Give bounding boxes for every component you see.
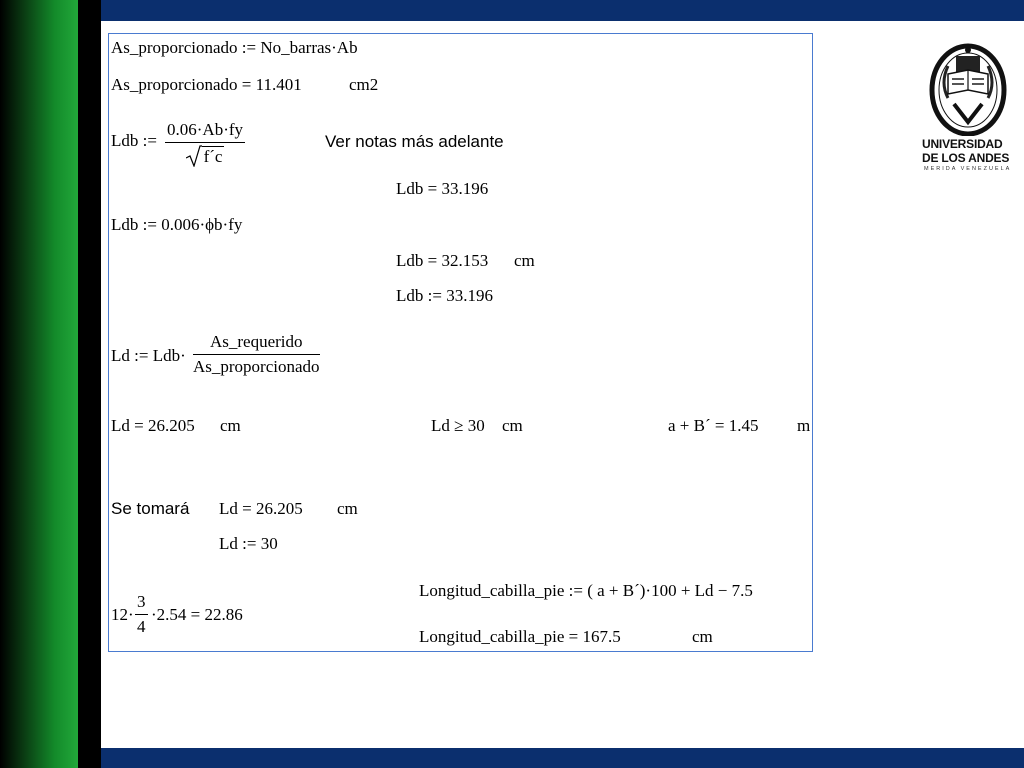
- calc-numerator: 3: [137, 592, 146, 611]
- ld-denominator: As_proporcionado: [193, 357, 320, 376]
- ldb-assign: Ldb := 33.196: [396, 286, 493, 305]
- top-blue-band: [101, 0, 1024, 21]
- longitud-cabilla-definition: Longitud_cabilla_pie := ( a + B´)·100 + Ld − 7.5: [419, 581, 753, 600]
- ldb-formula-2: Ldb := 0.006·ϕb·fy: [111, 215, 243, 234]
- calc-fraction: [135, 592, 148, 637]
- worksheet-frame: [108, 33, 813, 652]
- fraction-line: [193, 354, 320, 355]
- ldb-numerator: 0.06·Ab·fy: [167, 120, 244, 139]
- ldb-denominator: f´c: [186, 145, 225, 167]
- a-b-result: a + B´ = 1.45: [668, 416, 759, 435]
- left-green-bar: [0, 0, 78, 768]
- university-seal-icon: [918, 38, 1018, 136]
- logo-name-line-2: DE LOS ANDES: [922, 151, 1010, 165]
- fraction-line: [165, 142, 245, 143]
- as-proporcionado-unit: cm2: [349, 75, 379, 94]
- ld-min-condition: Ld ≥ 30: [431, 416, 485, 435]
- ld-min-unit: cm: [502, 416, 523, 435]
- a-b-unit: m: [797, 416, 811, 435]
- calc-denominator: 4: [137, 617, 146, 636]
- ldb-note: Ver notas más adelante: [325, 132, 504, 151]
- fraction-line: [135, 614, 148, 615]
- as-proporcionado-definition: As_proporcionado := No_barras·Ab: [111, 38, 358, 57]
- logo-location: MERIDA VENEZUELA: [924, 166, 1012, 172]
- longitud-cabilla-unit: cm: [692, 627, 713, 646]
- selected-ld-unit: cm: [337, 499, 358, 518]
- ld-fraction: [193, 332, 320, 377]
- bottom-blue-band: [101, 748, 1024, 768]
- ldb-result-2: Ldb = 32.153: [396, 251, 489, 270]
- selected-ld-result: Ld = 26.205: [219, 499, 303, 518]
- ld-result-unit: cm: [220, 416, 241, 435]
- ldb-formula-lhs: Ldb :=: [111, 131, 157, 150]
- ld-result: Ld = 26.205: [111, 416, 195, 435]
- ldb-result-2-unit: cm: [514, 251, 535, 270]
- sqrt-icon: [186, 145, 202, 167]
- left-black-bar: [78, 0, 101, 768]
- ldb-fraction: [165, 120, 245, 167]
- ld-numerator: As_requerido: [210, 332, 303, 351]
- calc-prefix: 12·: [111, 605, 134, 624]
- se-tomara-label: Se tomará: [111, 499, 190, 518]
- ld-assign: Ld := 30: [219, 534, 278, 553]
- calc-result: ·2.54 = 22.86: [151, 605, 243, 624]
- logo-name-line-1: UNIVERSIDAD: [922, 137, 1003, 151]
- ld-formula-lhs: Ld := Ldb·: [111, 346, 186, 365]
- ldb-result-1: Ldb = 33.196: [396, 179, 489, 198]
- as-proporcionado-result: As_proporcionado = 11.401: [111, 75, 302, 94]
- longitud-cabilla-result: Longitud_cabilla_pie = 167.5: [419, 627, 621, 646]
